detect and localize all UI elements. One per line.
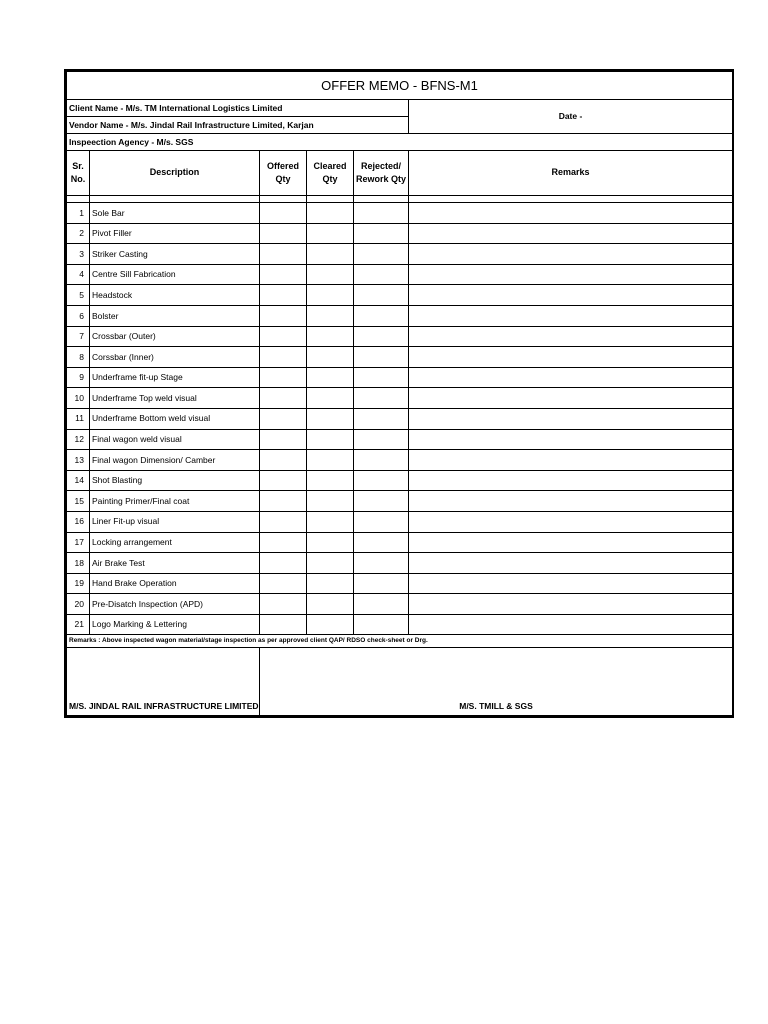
rejected-qty-cell[interactable]: [354, 305, 409, 326]
spacer-row: [67, 196, 733, 203]
header-cleared-qty: Cleared Qty: [307, 151, 354, 196]
header-rejected-qty: Rejected/ Rework Qty: [354, 151, 409, 196]
memo-title: OFFER MEMO - BFNS-M1: [67, 72, 733, 100]
cleared-qty-cell[interactable]: [307, 573, 354, 594]
row-description: Hand Brake Operation: [90, 573, 260, 594]
rejected-qty-cell[interactable]: [354, 203, 409, 224]
row-sr-no: 16: [67, 511, 90, 532]
header-sr-no: Sr. No.: [67, 151, 90, 196]
table-row: [67, 594, 733, 615]
rejected-qty-cell[interactable]: [354, 264, 409, 285]
offered-qty-cell[interactable]: [260, 614, 307, 635]
offered-qty-cell[interactable]: [260, 594, 307, 615]
table-row: [67, 573, 733, 594]
remarks-cell[interactable]: [409, 326, 733, 347]
row-sr-no: 13: [67, 450, 90, 471]
header-description: Description: [90, 151, 260, 196]
cleared-qty-cell[interactable]: [307, 285, 354, 306]
rejected-qty-cell[interactable]: [354, 470, 409, 491]
cleared-qty-cell[interactable]: [307, 408, 354, 429]
row-sr-no: 10: [67, 388, 90, 409]
cleared-qty-cell[interactable]: [307, 532, 354, 553]
date-field[interactable]: Date -: [409, 100, 733, 134]
offered-qty-cell[interactable]: [260, 470, 307, 491]
row-description: Logo Marking & Lettering: [90, 614, 260, 635]
table-row: [67, 614, 733, 635]
vendor-name: Vendor Name - M/s. Jindal Rail Infrastructure Limited, Karjan: [67, 117, 409, 134]
table-row: [67, 367, 733, 388]
rejected-qty-cell[interactable]: [354, 347, 409, 368]
rejected-qty-cell[interactable]: [354, 614, 409, 635]
table-row: [67, 511, 733, 532]
row-description: Air Brake Test: [90, 553, 260, 574]
rejected-qty-cell[interactable]: [354, 594, 409, 615]
row-sr-no: 8: [67, 347, 90, 368]
table-row: [67, 450, 733, 471]
row-sr-no: 14: [67, 470, 90, 491]
row-sr-no: 5: [67, 285, 90, 306]
rejected-qty-cell[interactable]: [354, 450, 409, 471]
cleared-qty-cell[interactable]: [307, 264, 354, 285]
remarks-cell[interactable]: [409, 573, 733, 594]
remarks-cell[interactable]: [409, 491, 733, 512]
row-sr-no: 4: [67, 264, 90, 285]
offered-qty-cell[interactable]: [260, 203, 307, 224]
row-description: Bolster: [90, 305, 260, 326]
row-description: Underframe Bottom weld visual: [90, 408, 260, 429]
rejected-qty-cell[interactable]: [354, 553, 409, 574]
cleared-qty-cell[interactable]: [307, 470, 354, 491]
row-description: Underframe Top weld visual: [90, 388, 260, 409]
memo-table: [66, 71, 733, 716]
offered-qty-cell[interactable]: [260, 553, 307, 574]
table-row: [67, 532, 733, 553]
cleared-qty-cell[interactable]: [307, 347, 354, 368]
table-row: [67, 203, 733, 224]
cleared-qty-cell[interactable]: [307, 429, 354, 450]
row-description: Locking arrangement: [90, 532, 260, 553]
row-sr-no: 17: [67, 532, 90, 553]
offered-qty-cell[interactable]: [260, 305, 307, 326]
remarks-cell[interactable]: [409, 614, 733, 635]
rejected-qty-cell[interactable]: [354, 429, 409, 450]
remarks-cell[interactable]: [409, 470, 733, 491]
rejected-qty-cell[interactable]: [354, 285, 409, 306]
row-description: Centre Sill Fabrication: [90, 264, 260, 285]
row-description: Liner Fit-up visual: [90, 511, 260, 532]
remarks-cell[interactable]: [409, 347, 733, 368]
row-sr-no: 1: [67, 203, 90, 224]
row-sr-no: 15: [67, 491, 90, 512]
row-sr-no: 6: [67, 305, 90, 326]
table-row: [67, 244, 733, 265]
row-description: Painting Primer/Final coat: [90, 491, 260, 512]
row-description: Final wagon Dimension/ Camber: [90, 450, 260, 471]
inspection-agency: Inspeection Agency - M/s. SGS: [67, 134, 733, 151]
row-sr-no: 21: [67, 614, 90, 635]
cleared-qty-cell[interactable]: [307, 388, 354, 409]
row-sr-no: 9: [67, 367, 90, 388]
row-sr-no: 11: [67, 408, 90, 429]
table-row: [67, 305, 733, 326]
offered-qty-cell[interactable]: [260, 408, 307, 429]
client-name: Client Name - M/s. TM International Logistics Limited: [67, 100, 409, 117]
offered-qty-cell[interactable]: [260, 491, 307, 512]
rejected-qty-cell[interactable]: [354, 532, 409, 553]
table-row: [67, 264, 733, 285]
remarks-cell[interactable]: [409, 285, 733, 306]
row-sr-no: 3: [67, 244, 90, 265]
row-description: Headstock: [90, 285, 260, 306]
cleared-qty-cell[interactable]: [307, 244, 354, 265]
remarks-cell[interactable]: [409, 511, 733, 532]
signature-right: M/S. TMILL & SGS: [260, 648, 733, 716]
table-row: [67, 491, 733, 512]
rejected-qty-cell[interactable]: [354, 408, 409, 429]
rejected-qty-cell[interactable]: [354, 511, 409, 532]
remarks-cell[interactable]: [409, 264, 733, 285]
rejected-qty-cell[interactable]: [354, 367, 409, 388]
cleared-qty-cell[interactable]: [307, 614, 354, 635]
row-sr-no: 18: [67, 553, 90, 574]
cleared-qty-cell[interactable]: [307, 305, 354, 326]
remarks-cell[interactable]: [409, 203, 733, 224]
cleared-qty-cell[interactable]: [307, 511, 354, 532]
offered-qty-cell[interactable]: [260, 367, 307, 388]
remarks-note: Remarks : Above inspected wagon material/stage inspection as per approved client QAP/ RDSO check-sheet or Drg.: [67, 635, 733, 648]
rejected-qty-cell[interactable]: [354, 244, 409, 265]
rejected-qty-cell[interactable]: [354, 388, 409, 409]
remarks-cell[interactable]: [409, 367, 733, 388]
cleared-qty-cell[interactable]: [307, 326, 354, 347]
remarks-cell[interactable]: [409, 408, 733, 429]
table-row: [67, 223, 733, 244]
row-sr-no: 20: [67, 594, 90, 615]
row-description: Corssbar (Inner): [90, 347, 260, 368]
cleared-qty-cell[interactable]: [307, 553, 354, 574]
row-description: Pre-Disatch Inspection (APD): [90, 594, 260, 615]
rejected-qty-cell[interactable]: [354, 223, 409, 244]
table-row: [67, 326, 733, 347]
cleared-qty-cell[interactable]: [307, 367, 354, 388]
row-description: Final wagon weld visual: [90, 429, 260, 450]
cleared-qty-cell[interactable]: [307, 223, 354, 244]
signature-left: M/S. JINDAL RAIL INFRASTRUCTURE LIMITED: [67, 648, 260, 716]
offered-qty-cell[interactable]: [260, 573, 307, 594]
remarks-cell[interactable]: [409, 244, 733, 265]
cleared-qty-cell[interactable]: [307, 450, 354, 471]
offered-qty-cell[interactable]: [260, 429, 307, 450]
cleared-qty-cell[interactable]: [307, 594, 354, 615]
row-description: Shot Blasting: [90, 470, 260, 491]
row-description: Underframe fit-up Stage: [90, 367, 260, 388]
remarks-cell[interactable]: [409, 594, 733, 615]
header-offered-qty: Offered Qty: [260, 151, 307, 196]
row-description: Pivot Filler: [90, 223, 260, 244]
offered-qty-cell[interactable]: [260, 326, 307, 347]
rejected-qty-cell[interactable]: [354, 573, 409, 594]
table-header-row: [67, 151, 733, 196]
row-description: Crossbar (Outer): [90, 326, 260, 347]
offered-qty-cell[interactable]: [260, 223, 307, 244]
row-sr-no: 2: [67, 223, 90, 244]
remarks-cell[interactable]: [409, 388, 733, 409]
row-sr-no: 12: [67, 429, 90, 450]
cleared-qty-cell[interactable]: [307, 203, 354, 224]
row-description: Striker Casting: [90, 244, 260, 265]
remarks-cell[interactable]: [409, 532, 733, 553]
offered-qty-cell[interactable]: [260, 532, 307, 553]
offered-qty-cell[interactable]: [260, 450, 307, 471]
remarks-cell[interactable]: [409, 553, 733, 574]
offered-qty-cell[interactable]: [260, 264, 307, 285]
rejected-qty-cell[interactable]: [354, 491, 409, 512]
row-description: Sole Bar: [90, 203, 260, 224]
table-row: [67, 347, 733, 368]
offered-qty-cell[interactable]: [260, 388, 307, 409]
table-row: [67, 388, 733, 409]
remarks-cell[interactable]: [409, 450, 733, 471]
table-row: [67, 285, 733, 306]
offered-qty-cell[interactable]: [260, 347, 307, 368]
table-row: [67, 470, 733, 491]
row-sr-no: 19: [67, 573, 90, 594]
row-sr-no: 7: [67, 326, 90, 347]
table-row: [67, 429, 733, 450]
offer-memo-form: [64, 69, 734, 718]
cleared-qty-cell[interactable]: [307, 491, 354, 512]
table-row: [67, 553, 733, 574]
remarks-cell[interactable]: [409, 223, 733, 244]
rejected-qty-cell[interactable]: [354, 326, 409, 347]
remarks-cell[interactable]: [409, 305, 733, 326]
offered-qty-cell[interactable]: [260, 244, 307, 265]
remarks-cell[interactable]: [409, 429, 733, 450]
offered-qty-cell[interactable]: [260, 285, 307, 306]
offered-qty-cell[interactable]: [260, 511, 307, 532]
table-row: [67, 408, 733, 429]
header-remarks: Remarks: [409, 151, 733, 196]
